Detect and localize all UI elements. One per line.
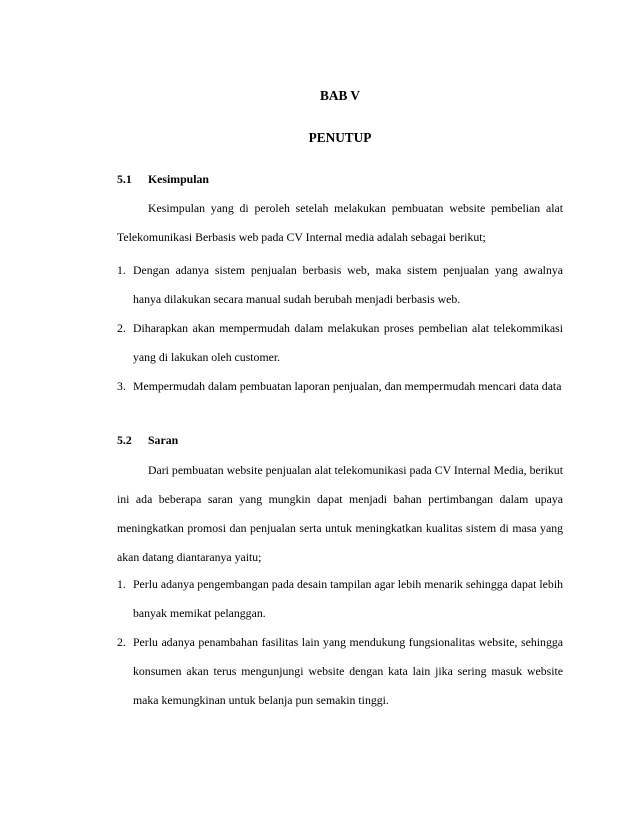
list-item [117, 314, 563, 372]
list-marker: 1. [117, 263, 126, 277]
list-marker: 1. [117, 577, 126, 591]
list-marker: 2. [117, 321, 126, 335]
list-item-text: Perlu adanya penambahan fasilitas lain yang mendukung fungsionalitas website, sehingga konsumen akan terus mengunjungi website dengan kata lain jika sering masuk website maka kemungkinan untuk belanja pun semakin tinggi. [133, 635, 563, 707]
list-item-text: Diharapkan akan mempermudah dalam melakukan proses pembelian alat telekommikasi yang di lakukan oleh customer. [133, 321, 563, 364]
list-item [117, 628, 563, 715]
section-title: Saran [148, 433, 179, 447]
list-item-text: Dengan adanya sistem penjualan berbasis web, maka sistem penjualan yang awalnya hanya dilakukan secara manual sudah berubah menjadi berbasis web. [133, 263, 563, 306]
conclusion-intro-paragraph: Kesimpulan yang di peroleh setelah melakukan pembuatan website pembelian alat Telekomunikasi Berbasis web pada CV Internal media adalah sebagai berikut; [117, 201, 563, 244]
list-item [117, 256, 563, 314]
chapter-title: PENUTUP [308, 130, 372, 145]
section-heading-saran [117, 433, 178, 448]
section-number: 5.1 [117, 172, 132, 186]
section-title: Kesimpulan [148, 172, 209, 186]
section-heading-kesimpulan [117, 172, 209, 187]
suggestion-list [117, 570, 563, 715]
chapter-label: BAB V [319, 88, 361, 103]
list-marker: 3. [117, 379, 126, 393]
conclusion-list [117, 256, 563, 401]
list-item-text: Perlu adanya pengembangan pada desain tampilan agar lebih menarik sehingga dapat lebih banyak memikat pelanggan. [133, 577, 563, 620]
section-number: 5.2 [117, 433, 132, 447]
list-item-text: Mempermudah dalam pembuatan laporan penjualan, dan mempermudah mencari data data [133, 379, 562, 393]
suggestion-intro-paragraph: Dari pembuatan website penjualan alat telekomunikasi pada CV Internal Media, berikut ini ada beberapa saran yang mungkin dapat menjadi bahan pertimbangan dalam upaya meningkatkan promosi dan penjualan serta untuk meningkatkan kualitas sistem di masa yang akan datang diantaranya yaitu; [117, 463, 563, 564]
list-item [117, 570, 563, 628]
list-item [117, 372, 563, 401]
list-marker: 2. [117, 635, 126, 649]
